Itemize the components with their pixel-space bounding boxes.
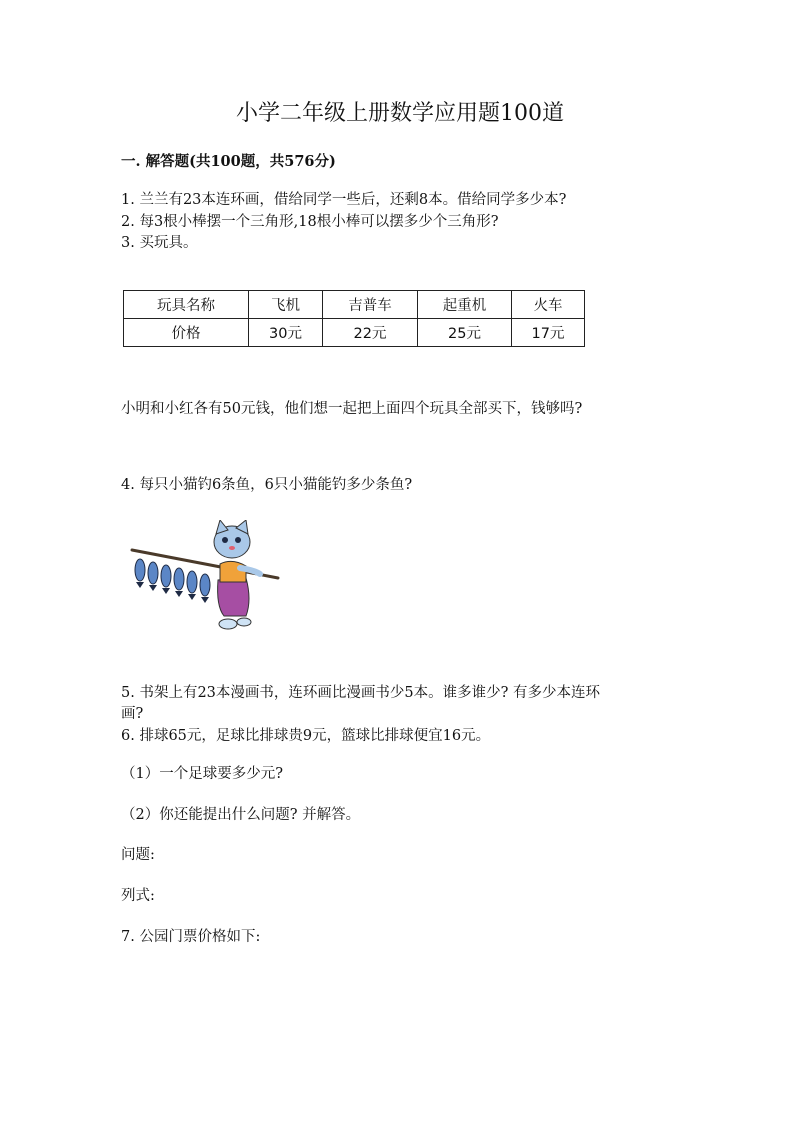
table-row — [124, 291, 585, 319]
question-1: 1. 兰兰有23本连环画，借给同学一些后，还剩8本。借给同学多少本? — [121, 192, 567, 208]
toy-price-table — [123, 290, 585, 347]
question-5-line-1: 5. 书架上有23本漫画书，连环画比漫画书少5本。谁多谁少? 有多少本连环 — [121, 685, 601, 701]
table-cell: 价格 — [124, 319, 249, 347]
formula-label: 列式: — [121, 888, 155, 904]
question-7: 7. 公园门票价格如下: — [121, 929, 261, 945]
table-cell: 起重机 — [418, 291, 512, 319]
table-cell: 飞机 — [249, 291, 323, 319]
table-cell: 30元 — [249, 319, 323, 347]
table-cell: 玩具名称 — [124, 291, 249, 319]
section-heading: 一. 解答题(共100题，共576分) — [121, 153, 336, 170]
page-title: 小学二年级上册数学应用题100道 — [236, 101, 564, 126]
question-6: 6. 排球65元，足球比排球贵9元，篮球比排球便宜16元。 — [121, 728, 491, 744]
table-cell: 17元 — [512, 319, 585, 347]
question-2: 2. 每3根小棒摆一个三角形,18根小棒可以摆多少个三角形? — [121, 214, 499, 230]
question-4: 4. 每只小猫钓6条鱼，6只小猫能钓多少条鱼? — [121, 477, 413, 493]
question-5-line-2: 画? — [121, 706, 144, 722]
table-cell: 吉普车 — [323, 291, 418, 319]
table-cell: 25元 — [418, 319, 512, 347]
question-6-part-2: （2）你还能提出什么问题? 并解答。 — [121, 807, 361, 823]
table-cell: 22元 — [323, 319, 418, 347]
table-cell: 火车 — [512, 291, 585, 319]
question-label: 问题: — [121, 847, 155, 863]
table-row — [124, 319, 585, 347]
cat-fishing-illustration — [128, 520, 280, 632]
question-3-text: 小明和小红各有50元钱，他们想一起把上面四个玩具全部买下，钱够吗? — [121, 401, 583, 417]
question-3: 3. 买玩具。 — [121, 235, 198, 251]
question-6-part-1: （1）一个足球要多少元? — [121, 766, 283, 782]
